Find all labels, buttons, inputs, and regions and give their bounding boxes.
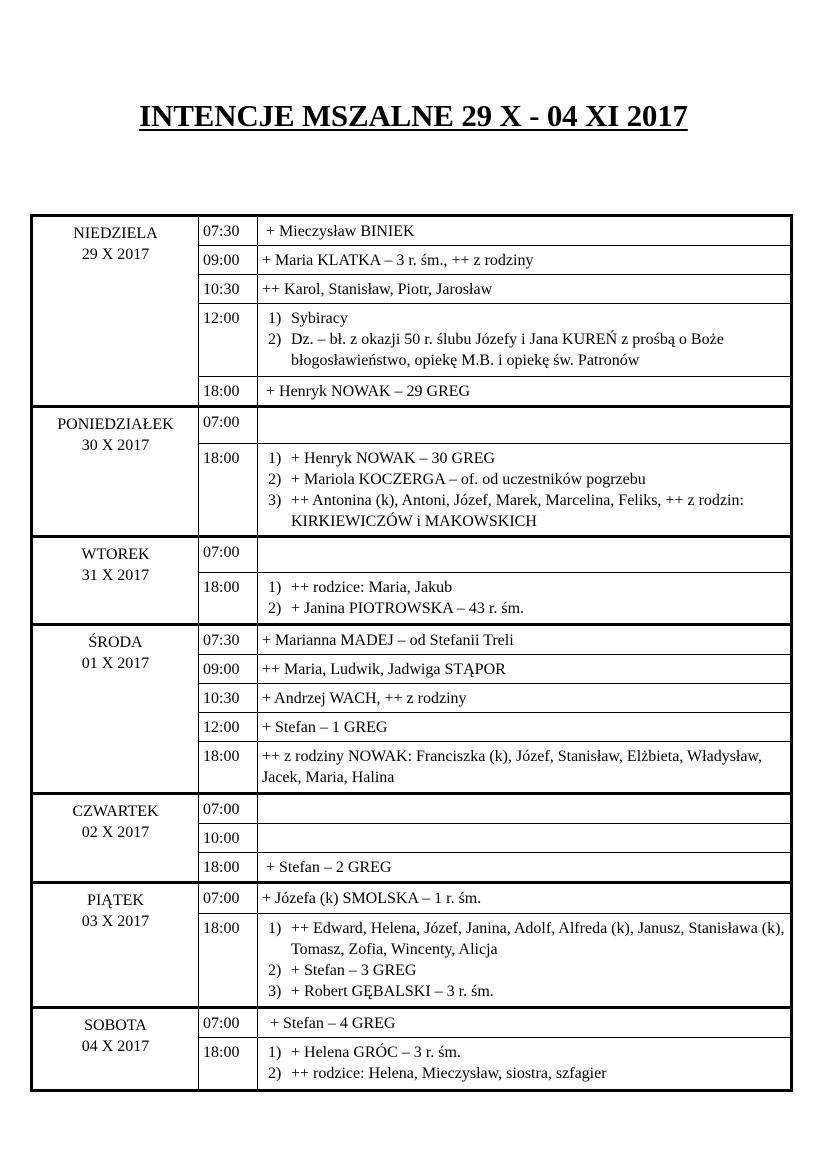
- intention-item: [268, 329, 786, 371]
- intention-text: + Janina PIOTROWSKA – 43 r. śm.: [291, 600, 525, 617]
- intention-list: [268, 448, 786, 532]
- intention-text: + Robert GĘBALSKI – 3 r. śm.: [291, 983, 494, 1000]
- intention-text: ++ Antonina (k), Antoni, Józef, Marek, Marcelina, Feliks, ++ z rodzin: KIRKIEWICZÓW i MAKOWSKICH: [291, 492, 744, 530]
- day-date: 29 X 2017: [81, 246, 150, 263]
- intention-number: 1): [268, 1044, 282, 1061]
- mass-intention: [258, 883, 792, 914]
- mass-intention: [258, 914, 792, 1008]
- intention-text: ++ Edward, Helena, Józef, Janina, Adolf, Alfreda (k), Janusz, Stanisława (k), Tomasz, Zofia, Wincenty, Alicja: [291, 920, 785, 958]
- intention-text: ++ rodzice: Helena, Mieczysław, siostra, szfagier: [291, 1065, 607, 1082]
- intention-text: Dz. – bł. z okazji 50 r. ślubu Józefy i Jana KUREŃ z prośbą o Boże błogosławieństwo, opiekę M.B. i opiekę św. Patronów: [291, 331, 724, 369]
- mass-row: [32, 794, 792, 824]
- intention-number: 2): [268, 962, 282, 979]
- intention-item: [268, 469, 786, 490]
- mass-time: 10:00: [199, 824, 258, 853]
- intention-item: [268, 598, 786, 619]
- day-name: PONIEDZIAŁEK: [57, 416, 174, 433]
- mass-time: 12:00: [199, 713, 258, 742]
- mass-intention: [258, 742, 792, 794]
- intention-text: + Mariola KOCZERGA – of. od uczestników pogrzebu: [291, 471, 646, 488]
- day-name: ŚRODA: [88, 634, 143, 651]
- intention-number: 2): [268, 600, 282, 617]
- intention-text: + Józefa (k) SMOLSKA – 1 r. śm.: [262, 890, 482, 907]
- intention-number: 1): [268, 579, 282, 596]
- mass-intention: [258, 655, 792, 684]
- intention-list: [268, 918, 786, 1002]
- day-name: NIEDZIELA: [73, 225, 158, 242]
- intention-number: 3): [268, 983, 282, 1000]
- intention-text: + Henryk NOWAK – 30 GREG: [291, 450, 496, 467]
- intention-item: [268, 1063, 786, 1084]
- mass-intention: [258, 824, 792, 853]
- day-date: 31 X 2017: [81, 567, 150, 584]
- mass-row: [32, 625, 792, 655]
- intention-list: [268, 577, 786, 619]
- mass-time: 07:00: [199, 407, 258, 444]
- day-group: [32, 1008, 792, 1091]
- day-cell: [32, 883, 199, 1008]
- mass-time: 18:00: [199, 377, 258, 407]
- intention-item: [268, 577, 786, 598]
- mass-time: 09:00: [199, 246, 258, 275]
- intention-text: + Stefan – 2 GREG: [262, 859, 392, 876]
- mass-time: 18:00: [199, 853, 258, 883]
- mass-intention: [258, 853, 792, 883]
- intention-text: + Marianna MADEJ – od Stefanii Treli: [262, 632, 514, 649]
- mass-intention: [258, 444, 792, 537]
- intention-text: ++ z rodziny NOWAK: Franciszka (k), Józef, Stanisław, Elżbieta, Władysław, Jacek, Maria, Halina: [262, 748, 766, 786]
- intention-number: 1): [268, 920, 282, 937]
- intention-text: + Henryk NOWAK – 29 GREG: [262, 383, 471, 400]
- day-name: PIĄTEK: [87, 892, 144, 909]
- day-date: 02 X 2017: [81, 824, 150, 841]
- intention-item: [268, 308, 786, 329]
- day-name: CZWARTEK: [72, 803, 159, 820]
- mass-row: [32, 216, 792, 246]
- mass-intention: [258, 407, 792, 444]
- mass-time: 07:00: [199, 1008, 258, 1038]
- mass-row: [32, 1008, 792, 1038]
- day-group: [32, 216, 792, 407]
- intention-text: + Stefan – 1 GREG: [262, 719, 388, 736]
- intention-number: 1): [268, 310, 282, 327]
- day-group: [32, 625, 792, 794]
- mass-time: 18:00: [199, 444, 258, 537]
- day-group: [32, 883, 792, 1008]
- intention-number: 3): [268, 492, 282, 509]
- mass-intentions-table: [30, 214, 793, 1092]
- mass-time: 18:00: [199, 914, 258, 1008]
- intention-item: [268, 1042, 786, 1063]
- mass-intention: [258, 537, 792, 573]
- page-title: INTENCJE MSZALNE 29 X - 04 XI 2017: [139, 98, 688, 133]
- day-group: [32, 794, 792, 883]
- intention-number: 1): [268, 450, 282, 467]
- day-group: [32, 537, 792, 625]
- mass-time: 07:30: [199, 625, 258, 655]
- intention-item: [268, 918, 786, 960]
- mass-time: 07:00: [199, 883, 258, 914]
- intention-number: 2): [268, 471, 282, 488]
- mass-intention: [258, 625, 792, 655]
- intention-text: + Andrzej WACH, ++ z rodziny: [262, 690, 467, 707]
- intention-item: [268, 448, 786, 469]
- mass-time: 09:00: [199, 655, 258, 684]
- intention-text: + Helena GRÓC – 3 r. śm.: [291, 1044, 461, 1061]
- day-date: 01 X 2017: [81, 655, 150, 672]
- intention-list: [268, 308, 786, 371]
- mass-time: 07:30: [199, 216, 258, 246]
- mass-time: 10:30: [199, 275, 258, 304]
- day-group: [32, 407, 792, 537]
- day-name: SOBOTA: [84, 1017, 147, 1034]
- mass-row: [32, 407, 792, 444]
- mass-time: 10:30: [199, 684, 258, 713]
- mass-intention: [258, 573, 792, 625]
- intention-text: + Stefan – 4 GREG: [262, 1015, 396, 1032]
- mass-intention: [258, 1008, 792, 1038]
- mass-intention: [258, 713, 792, 742]
- mass-time: 18:00: [199, 1038, 258, 1091]
- intention-text: ++ Karol, Stanisław, Piotr, Jarosław: [262, 281, 493, 298]
- mass-time: 07:00: [199, 537, 258, 573]
- intention-text: + Mieczysław BINIEK: [262, 223, 415, 240]
- day-cell: [32, 216, 199, 407]
- day-cell: [32, 1008, 199, 1091]
- mass-row: [32, 883, 792, 914]
- intention-item: [268, 490, 786, 532]
- intention-item: [268, 981, 786, 1002]
- mass-intention: [258, 275, 792, 304]
- intention-text: + Stefan – 3 GREG: [291, 962, 417, 979]
- mass-intention: [258, 794, 792, 824]
- intention-number: 2): [268, 1065, 282, 1082]
- mass-time: 07:00: [199, 794, 258, 824]
- mass-intention: [258, 216, 792, 246]
- intention-list: [268, 1042, 786, 1084]
- day-cell: [32, 625, 199, 794]
- intention-item: [268, 960, 786, 981]
- intention-number: 2): [268, 331, 282, 348]
- day-date: 04 X 2017: [81, 1038, 150, 1055]
- mass-time: 18:00: [199, 742, 258, 794]
- intention-text: ++ Maria, Ludwik, Jadwiga STĄPOR: [262, 661, 506, 678]
- intention-text: ++ rodzice: Maria, Jakub: [291, 579, 453, 596]
- day-name: WTOREK: [81, 546, 150, 563]
- mass-intention: [258, 377, 792, 407]
- day-cell: [32, 537, 199, 625]
- mass-intention: [258, 304, 792, 377]
- intention-text: Sybiracy: [291, 310, 348, 327]
- mass-time: 12:00: [199, 304, 258, 377]
- intention-text: + Maria KLATKA – 3 r. śm., ++ z rodziny: [262, 252, 534, 269]
- day-cell: [32, 407, 199, 537]
- day-date: 03 X 2017: [81, 913, 150, 930]
- day-date: 30 X 2017: [81, 437, 150, 454]
- mass-intention: [258, 684, 792, 713]
- mass-time: 18:00: [199, 573, 258, 625]
- mass-intention: [258, 246, 792, 275]
- day-cell: [32, 794, 199, 883]
- mass-intention: [258, 1038, 792, 1091]
- mass-row: [32, 537, 792, 573]
